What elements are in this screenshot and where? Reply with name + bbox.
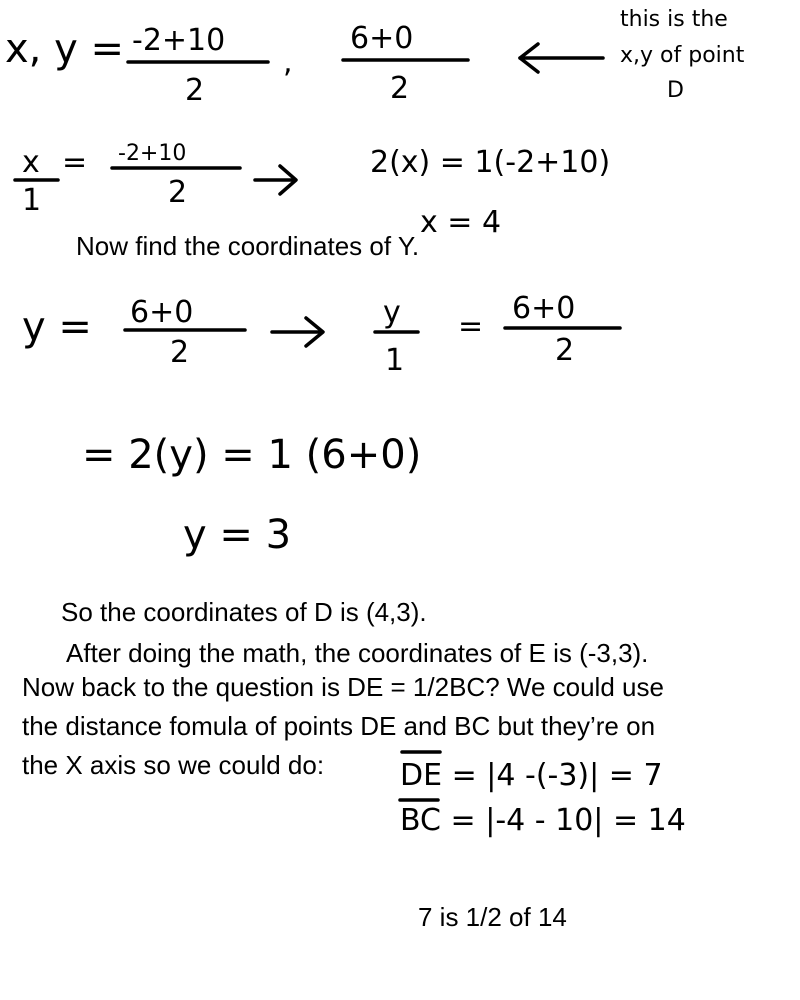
x-result: x = 4 [420,205,502,240]
find-y-heading: Now find the coordinates of Y. [76,231,420,261]
y-result: y = 3 [183,512,292,558]
coordinates-d-statement: So the coordinates of D is (4,3). [61,597,427,627]
x-over-one-denominator: 1 [22,183,42,218]
question-text: Now back to the question is DE = 1/2BC? We could use [22,672,664,702]
midpoint-y-numerator: 6+0 [130,295,194,330]
conclusion-text: 7 is 1/2 of 14 [418,902,567,932]
midpoint-y-denominator: 2 [555,333,575,368]
coordinates-e-statement: After doing the math, the coordinates of E is (-3,3). [66,638,649,668]
bc-distance-calc: BC = |-4 - 10| = 14 [400,803,686,838]
midpoint-y-denominator: 2 [390,71,410,106]
note-text: this is the [620,7,728,32]
midpoint-x-numerator: -2+10 [118,141,187,166]
cross-multiply-x: 2(x) = 1(-2+10) [370,145,611,180]
comma-separator: , [283,45,293,80]
x-over-one-numerator: x [22,145,40,180]
question-text: the distance fomula of points DE and BC but they’re on [22,711,656,741]
midpoint-y-numerator: 6+0 [350,21,414,56]
note-text: x,y of point [620,43,745,68]
midpoint-y-denominator: 2 [170,335,190,370]
midpoint-y-numerator: 6+0 [512,291,576,326]
midpoint-xy-label: x, y = [5,26,125,72]
midpoint-x-denominator: 2 [168,175,188,210]
y-over-one-numerator: y [383,295,401,330]
midpoint-x-denominator: 2 [185,73,205,108]
midpoint-x-numerator: -2+10 [132,23,226,58]
equals-sign: = [458,309,484,344]
note-text: D [667,78,684,103]
de-distance-calc: DE = |4 -(-3)| = 7 [400,758,663,793]
question-text: the X axis so we could do: [22,750,325,780]
equals-sign: = [62,145,88,180]
y-equals-label: y = [22,304,92,350]
cross-multiply-y: = 2(y) = 1 (6+0) [82,432,422,478]
y-over-one-denominator: 1 [385,343,405,378]
